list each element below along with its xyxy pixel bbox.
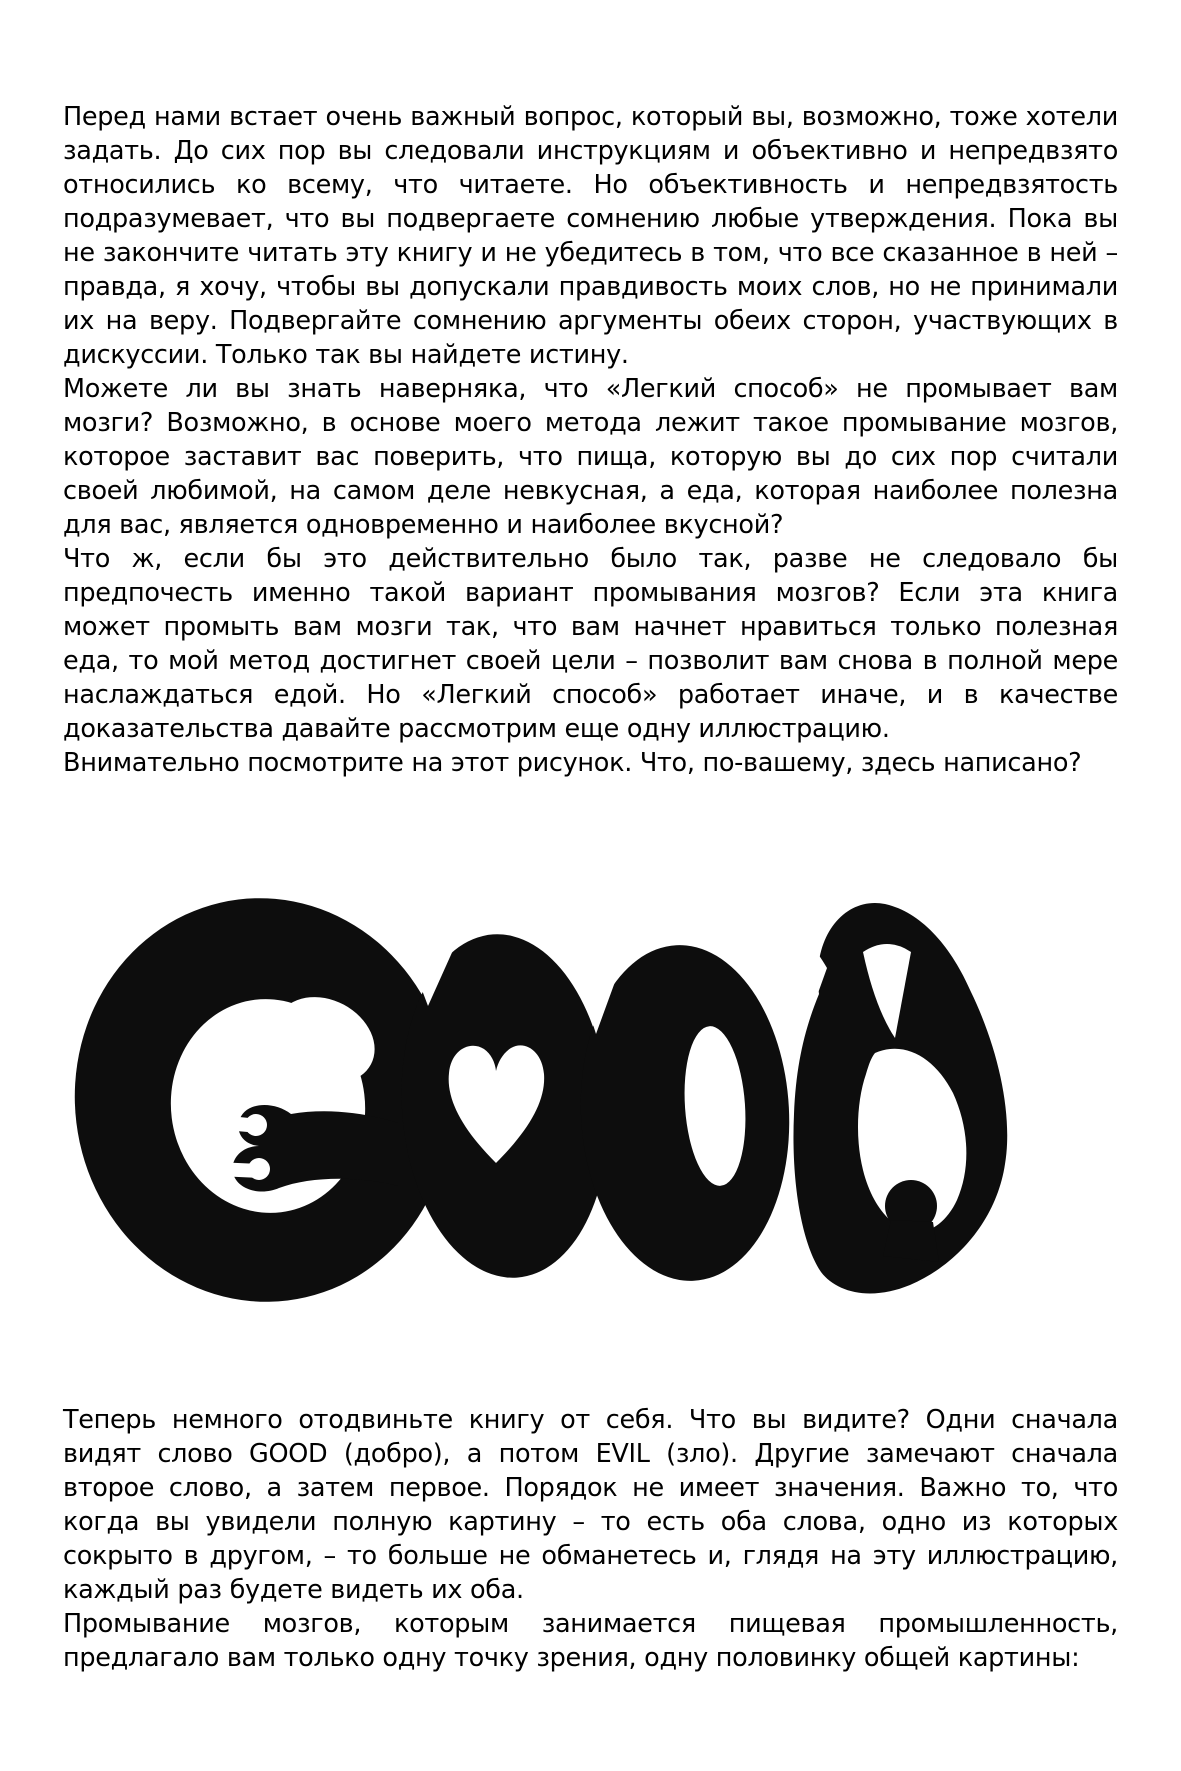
good-evil-svg — [63, 888, 1008, 1303]
paragraph-2: Можете ли вы знать наверняка, что «Легкий способ» не промывает вам мозги? Возможно, в основе моего метода лежит такое промывание мозгов, которое заставит вас поверить, что пища, которую вы до сих пор считали своей любимой, на самом деле невкусная, а еда, которая наиболее полезна для вас, является одновременно и наиболее вкусной? — [63, 374, 1118, 540]
paragraph-4: Внимательно посмотрите на этот рисунок. Что, по-вашему, здесь написано? — [63, 748, 1082, 778]
good-evil-illustration — [63, 888, 1008, 1303]
letter-o2 — [561, 913, 798, 1286]
paragraph-5: Теперь немного отодвиньте книгу от себя. Что вы видите? Одни сначала видят слово GOOD (добро), а потом EVIL (зло). Другие замечают сначала второе слово, а затем первое. Порядок не имеет значения. Важно то, что когда вы увидели полную картину – то есть оба слова, одно из которых сокрыто в другом, – то больше не обманетесь и, глядя на эту иллюстрацию, каждый раз будете видеть их оба. — [63, 1405, 1118, 1605]
paragraph-3: Что ж, если бы это действительно было так, разве не следовало бы предпочесть именно такой вариант промывания мозгов? Если эта книга может промыть вам мозги так, что вам начнет нравиться только полезная еда, то мой метод достигнет своей цели – позволит вам снова в полной мере наслаждаться едой. Но «Легкий способ» работает иначе, и в качестве доказательства давайте рассмотрим еще одну иллюстрацию. — [63, 544, 1118, 744]
letter-d — [769, 903, 1007, 1293]
paragraph-6: Промывание мозгов, которым занимается пищевая промышленность, предлагало вам только одну точку зрения, одну половинку общей картины: — [63, 1609, 1118, 1673]
paragraph-1: Перед нами встает очень важный вопрос, который вы, возможно, тоже хотели задать. До сих пор вы следовали инструкциям и объективно и непредвзято относились ко всему, что читаете. Но объективность и непредвзятость подразумевает, что вы подвергаете сомнению любые утверждения. Пока вы не закончите читать эту книгу и не убедитесь в том, что все сказанное в ней – правда, я хочу, чтобы вы допускали правдивость моих слов, но не принимали их на веру. Подвергайте сомнению аргументы обеих сторон, участвующих в дискуссии. Только так вы найдете истину. — [63, 102, 1118, 370]
